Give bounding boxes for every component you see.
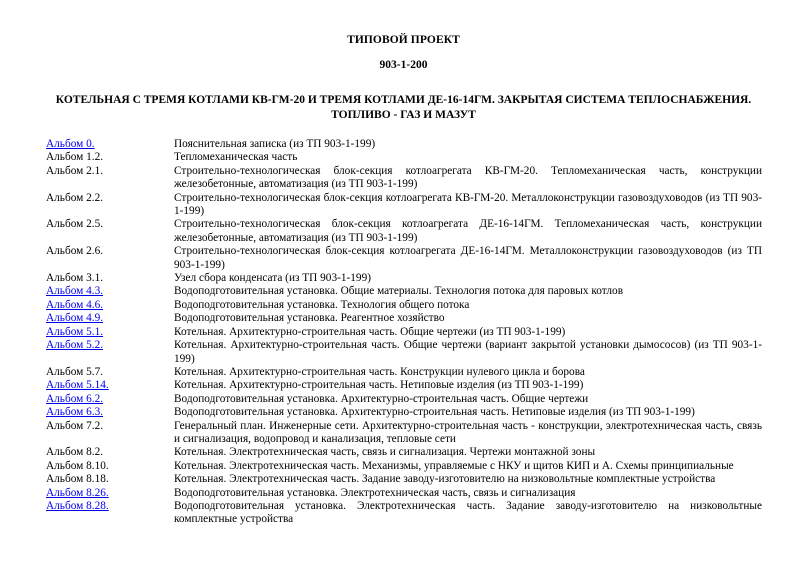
album-row [46, 339, 762, 366]
album-code: Альбом 8.18. [46, 473, 109, 486]
album-description: Строительно-технологическая блок-секция котлоагрегата ДЕ-16-14ГМ. Тепломеханическая часть, конструкции железобетонные, автоматизация (из ТП 903-1-199) [174, 218, 762, 244]
album-link[interactable]: Альбом 8.28. [46, 499, 109, 512]
album-code: Альбом 2.5. [46, 218, 104, 231]
album-description: Водоподготовительная установка. Архитектурно-строительная часть. Общие чертежи [174, 392, 589, 405]
album-description: Котельная. Архитектурно-строительная часть. Конструкции нулевого цикла и борова [174, 365, 585, 378]
album-link[interactable]: Альбом 6.2. [46, 392, 104, 405]
album-row [46, 406, 762, 419]
album-code: Альбом 3.1. [46, 272, 104, 285]
album-link[interactable]: Альбом 4.6. [46, 298, 104, 311]
album-row [46, 446, 762, 459]
album-row [46, 165, 762, 192]
album-description: Котельная. Архитектурно-строительная часть. Общие чертежи (из ТП 903-1-199) [174, 325, 566, 338]
doc-number: 903-1-200 [379, 59, 428, 71]
album-code: Альбом 2.1. [46, 164, 104, 177]
album-row [46, 326, 762, 339]
album-link[interactable]: Альбом 8.26. [46, 486, 109, 499]
album-row [46, 393, 762, 406]
album-row [46, 285, 762, 298]
album-description: Строительно-технологическая блок-секция котлоагрегата КВ-ГМ-20. Металлоконструкции газовоздуховодов (из ТП 903-1-199) [174, 191, 762, 218]
album-row [46, 312, 762, 325]
album-description: Тепломеханическая часть [174, 151, 298, 164]
album-link[interactable]: Альбом 5.1. [46, 325, 104, 338]
album-code: Альбом 8.2. [46, 446, 104, 459]
album-row [46, 379, 762, 392]
album-code: Альбом 8.10. [46, 459, 109, 472]
album-row [46, 245, 762, 272]
album-description: Строительно-технологическая блок-секция котлоагрегата КВ-ГМ-20. Тепломеханическая часть, конструкции железобетонные, автоматизация (из ТП 903-1-199) [174, 164, 762, 191]
album-link[interactable]: Альбом 6.3. [46, 406, 104, 419]
album-row [46, 487, 762, 500]
album-link[interactable]: Альбом 4.9. [46, 312, 104, 325]
album-row [46, 299, 762, 312]
album-row [46, 138, 762, 151]
album-description: Узел сбора конденсата (из ТП 903-1-199) [174, 272, 371, 285]
album-row [46, 151, 762, 164]
album-row [46, 500, 762, 527]
album-link[interactable]: Альбом 4.3. [46, 285, 104, 298]
album-row [46, 460, 762, 473]
album-description: Водоподготовительная установка. Общие материалы. Технология потока для паровых котлов [174, 285, 624, 298]
album-row [46, 473, 762, 486]
album-description: Водоподготовительная установка. Технология общего потока [174, 298, 470, 311]
album-link[interactable]: Альбом 5.2. [46, 339, 104, 352]
album-code: Альбом 1.2. [46, 151, 104, 164]
album-row [46, 218, 762, 245]
album-description: Котельная. Электротехническая часть, связь и сигнализация. Чертежи монтажной зоны [174, 446, 596, 459]
album-list [46, 138, 762, 527]
album-description: Водоподготовительная установка. Реагентное хозяйство [174, 312, 445, 325]
album-description: Пояснительная записка (из ТП 903-1-199) [174, 138, 376, 150]
album-description: Котельная. Архитектурно-строительная часть. Нетиповые изделия (из ТП 903-1-199) [174, 379, 584, 392]
album-code: Альбом 2.6. [46, 245, 104, 258]
album-row [46, 420, 762, 447]
album-row [46, 192, 762, 219]
album-description: Водоподготовительная установка. Электротехническая часть, связь и сигнализация [174, 486, 576, 499]
album-row [46, 272, 762, 285]
album-row [46, 366, 762, 379]
album-code: Альбом 7.2. [46, 419, 104, 432]
album-description: Водоподготовительная установка. Архитектурно-строительная часть. Нетиповые изделия (из ТП 903-1-199) [174, 406, 695, 419]
album-description: Котельная. Электротехническая часть. Задание заводу-изготовителю на низковольтные комплектные устройства [174, 473, 716, 486]
album-description: Котельная. Электротехническая часть. Механизмы, управляемые с НКУ и щитов КИП и А. Схемы принципиальные [174, 459, 734, 472]
album-description: Водоподготовительная установка. Электротехническая часть. Задание заводу-изготовителю на низковольтные комплектные устройства [174, 499, 762, 526]
album-link[interactable]: Альбом 5.14. [46, 379, 109, 392]
album-code: Альбом 5.7. [46, 365, 104, 378]
album-description: Котельная. Архитектурно-строительная часть. Общие чертежи (вариант закрытой установки дымососов) (из ТП 903-1-199) [174, 339, 762, 365]
doc-title: КОТЕЛЬНАЯ С ТРЕМЯ КОТЛАМИ КВ-ГМ-20 И ТРЕМЯ КОТЛАМИ ДЕ-16-14ГМ. ЗАКРЫТАЯ СИСТЕМА ТЕПЛОСНАБЖЕНИЯ. ТОПЛИВО - ГАЗ И МАЗУТ [55, 94, 752, 121]
album-code: Альбом 2.2. [46, 191, 104, 204]
album-link[interactable]: Альбом 0. [46, 138, 95, 150]
doc-type-heading: ТИПОВОЙ ПРОЕКТ [347, 34, 460, 46]
album-description: Строительно-технологическая блок-секция котлоагрегата ДЕ-16-14ГМ. Металлоконструкции газовоздуховодов (из ТП 903-1-199) [174, 245, 762, 271]
album-description: Генеральный план. Инженерные сети. Архитектурно-строительная часть - конструкции, электротехническая часть, связь и сигнализация, водопровод и канализация, тепловые сети [174, 419, 762, 445]
